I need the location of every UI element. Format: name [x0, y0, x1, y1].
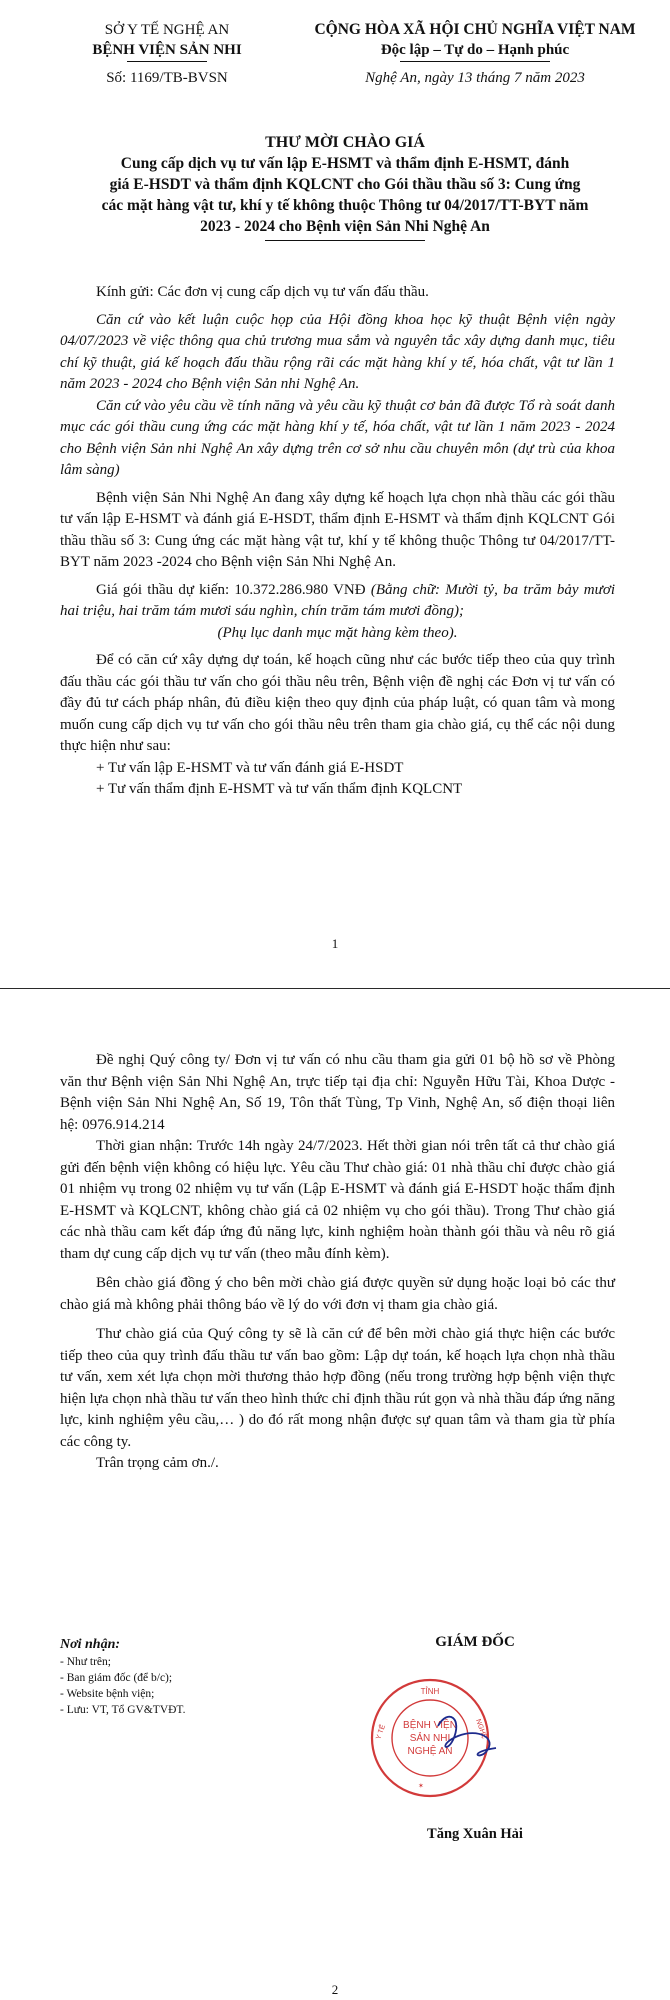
greeting: Kính gửi: Các đơn vị cung cấp dịch vụ tư vấn đấu thầu. [96, 284, 429, 300]
title-line: Cung cấp dịch vụ tư vấn lập E-HSMT và thẩm định E-HSMT, đánh [120, 155, 570, 172]
deadline-paragraph [60, 1136, 615, 1265]
stamp-line-3: NGHỆ AN [407, 1746, 453, 1757]
title-underline [265, 240, 425, 241]
service-item-1: + Tư vấn lập E-HSMT và tư vấn đánh giá E-HSDT [96, 759, 404, 776]
recipient-item: - Ban giám đốc (để b/c); [60, 1672, 173, 1684]
page-number: 2 [331, 1982, 339, 1997]
page-2-body [60, 1050, 615, 1475]
deadline-text-continued: ). Trong Thư chào giá các nhà thầu cam kết đáp ứng đủ năng lực, kinh nghiệm hoàn thành gói thầu và nêu rõ giá tham dự cung cấp dịch vụ tư vấn (theo mẫu đính kèm). [60, 1202, 615, 1262]
stamp-line-2: SẢN NHI [409, 1733, 451, 1744]
stamp-left-text: Y TẾ [375, 1723, 388, 1741]
title-line: các mặt hàng vật tư, khí y tế không thuộc Thông tư 04/2017/TT-BYT năm [101, 197, 589, 214]
appendix-note: (Phụ lục danh mục mặt hàng kèm theo). [217, 624, 458, 641]
nation-name: CỘNG HÒA XÃ HỘI CHỦ NGHĨA VIỆT NAM [314, 21, 636, 38]
recipients-block [60, 1636, 310, 1718]
basis-paragraph-2: Căn cứ vào yêu cầu về tính năng và yêu cầu kỹ thuật cơ bản đã được Tổ rà soát danh mục các gói thầu cung ứng các mặt hàng khí y tế, hóa chất, vật tư lần 1 năm 2023 - 2024 cho Bệnh viện Sản nhi Nghệ An xây dựng trên cơ sở nhu cầu chuyên môn (dự trù của khoa lâm sàng) [60, 397, 615, 478]
stamp-bottom-star: ✶ [418, 1783, 424, 1790]
recipient-item: - Như trên; [60, 1656, 111, 1668]
closing-line: Trân trọng cảm ơn./. [96, 1455, 219, 1471]
motto-underline [400, 61, 550, 62]
document-title [80, 132, 610, 241]
title-main: THƯ MỜI CHÀO GIÁ [265, 134, 425, 151]
document-number: Số: 1169/TB-BVSN [106, 70, 228, 86]
next-steps-paragraph: Thư chào giá của Quý công ty sẽ là căn cứ để bên mời chào giá thực hiện các bước tiếp theo của quy trình đấu thầu tư vấn bao gồm: Lập dự toán, kế hoạch lựa chọn nhà thầu tư vấn, xem xét lựa chọn mời thương thảo hợp đồng (nếu trong trường hợp bệnh viện thực hiện lựa chọn nhà thầu tư vấn theo hình thức chỉ định thầu rút gọn và nhà thầu đáp ứng năng lực, kinh nghiệm yêu cầu,… ) do đó rất mong nhận được sự quan tâm và tham gia từ phía các công ty. [60, 1326, 615, 1450]
submission-paragraph: Đề nghị Quý công ty/ Đơn vị tư vấn có nhu cầu tham gia gửi 01 bộ hồ sơ về Phòng văn thư Bệnh viện Sản Nhi Nghệ An, trực tiếp tại địa chỉ: Nguyễn Hữu Tài, Khoa Dược - Bệnh viện Sản Nhi Nghệ An, Số 19, Tôn thất Tùng, Tp Vinh, Nghệ An, số điện thoại liên hệ: 0976.914.214 [60, 1052, 615, 1133]
stamp-text [372, 1687, 489, 1790]
context-paragraph: Bệnh viện Sản Nhi Nghệ An đang xây dựng kế hoạch lựa chọn nhà thầu các gói thầu tư vấn lập E-HSMT và đánh giá E-HSDT, thẩm định E-HSMT và thẩm định KQLCNT Gói thầu thầu số 3: Cung ứng các mặt hàng vật tư, khí y tế không thuộc Thông tư 04/2017/TT-BYT năm 2023 -2024 cho Bệnh viện Sản Nhi Nghệ An. [60, 489, 615, 570]
estimated-price [60, 580, 615, 623]
price-in-words: (Bằng chữ: Mười tỷ, ba trăm bảy mươi hai triệu, hai trăm tám mươi sáu nghìn, chín trăm tám mươi đồng); [60, 581, 615, 619]
service-item-2: + Tư vấn thẩm định E-HSMT và tư vấn thẩm định KQLCNT [96, 781, 463, 797]
stamp-right-text: NGHỆ [474, 1718, 488, 1740]
signer-role: GIÁM ĐỐC [435, 1634, 515, 1650]
page-1-body [60, 282, 615, 801]
official-stamp [368, 1648, 568, 1828]
recipients-title: Nơi nhận: [60, 1637, 121, 1652]
issuer-block [62, 20, 272, 88]
page-separator [0, 988, 670, 1009]
national-motto: Độc lập – Tự do – Hạnh phúc [380, 42, 570, 58]
page-number: 1 [331, 936, 339, 951]
page-1 [0, 0, 670, 988]
title-line: giá E-HSDT và thẩm định KQLCNT cho Gói thầu thầu số 3: Cung ứng [109, 176, 581, 193]
basis-paragraph-1: Căn cứ vào kết luận cuộc họp của Hội đồng khoa học kỹ thuật Bệnh viện ngày 04/07/2023 về việc thông qua chủ trương mua sắm và nguyên tắc xây dựng danh mục, tiêu chí kỹ thuật, giá kế hoạch đấu thầu rộng rãi các mặt hàng khí y tế, hóa chất, vật tư lần 1 năm 2023 - 2024 cho Bệnh viện Sản nhi Nghệ An. [60, 311, 615, 392]
recipient-item: - Lưu: VT, Tổ GV&TVĐT. [60, 1704, 186, 1716]
deadline-text: Thời gian nhận: Trước 14h ngày 24/7/2023. Hết thời gian nói trên tất cả thư chào giá gửi đến bệnh viện không có hiệu lực. Yêu cầu Thư chào giá: 01 nhà thầu chỉ được chào giá 01 nhiệm vụ trong 02 nhiệm vụ tư vấn (Lập E-HSMT và đánh giá E-HSDT hoặc thẩm định E-HSMT và KQLCNT, không chào giá cả 02 nhiệm vụ cho gói thầu [60, 1138, 615, 1219]
rights-paragraph: Bên chào giá đồng ý cho bên mời chào giá được quyền sử dụng hoặc loại bỏ các thư chào giá mà không phải thông báo về lý do với đơn vị tham gia chào giá. [60, 1275, 615, 1313]
page-2 [0, 1010, 670, 2000]
recipient-item: - Website bệnh viện; [60, 1688, 155, 1700]
title-line: 2023 - 2024 cho Bệnh viện Sản Nhi Nghệ An [200, 218, 490, 235]
issuer-underline [127, 61, 207, 62]
stamp-top-text: TỈNH [420, 1687, 440, 1696]
department-name: SỞ Y TẾ NGHỆ AN [104, 22, 230, 38]
hospital-name: BỆNH VIỆN SẢN NHI [92, 42, 242, 58]
place-date: Nghệ An, ngày 13 tháng 7 năm 2023 [365, 70, 585, 86]
signer-name: Tăng Xuân Hải [427, 1826, 523, 1842]
request-paragraph: Để có căn cứ xây dựng dự toán, kế hoạch cũng như các bước tiếp theo của quy trình đấu thầu các gói thầu tư vấn cho gói thầu nêu trên, Bệnh viện đề nghị các Đơn vị tư vấn có đầy đủ tư cách pháp nhân, đủ điều kiện theo quy định của pháp luật, có quan tâm và mong muốn cung cấp dịch vụ tư vấn cho gói thầu nêu trên tham gia chào giá, cụ thể các nội dung thực hiện như sau: [60, 652, 615, 754]
national-block [290, 20, 660, 88]
stamp-line-1: BỆNH VIỆN [403, 1720, 457, 1731]
price-label: Giá gói thầu dự kiến: 10.372.286.980 VNĐ [96, 581, 371, 598]
